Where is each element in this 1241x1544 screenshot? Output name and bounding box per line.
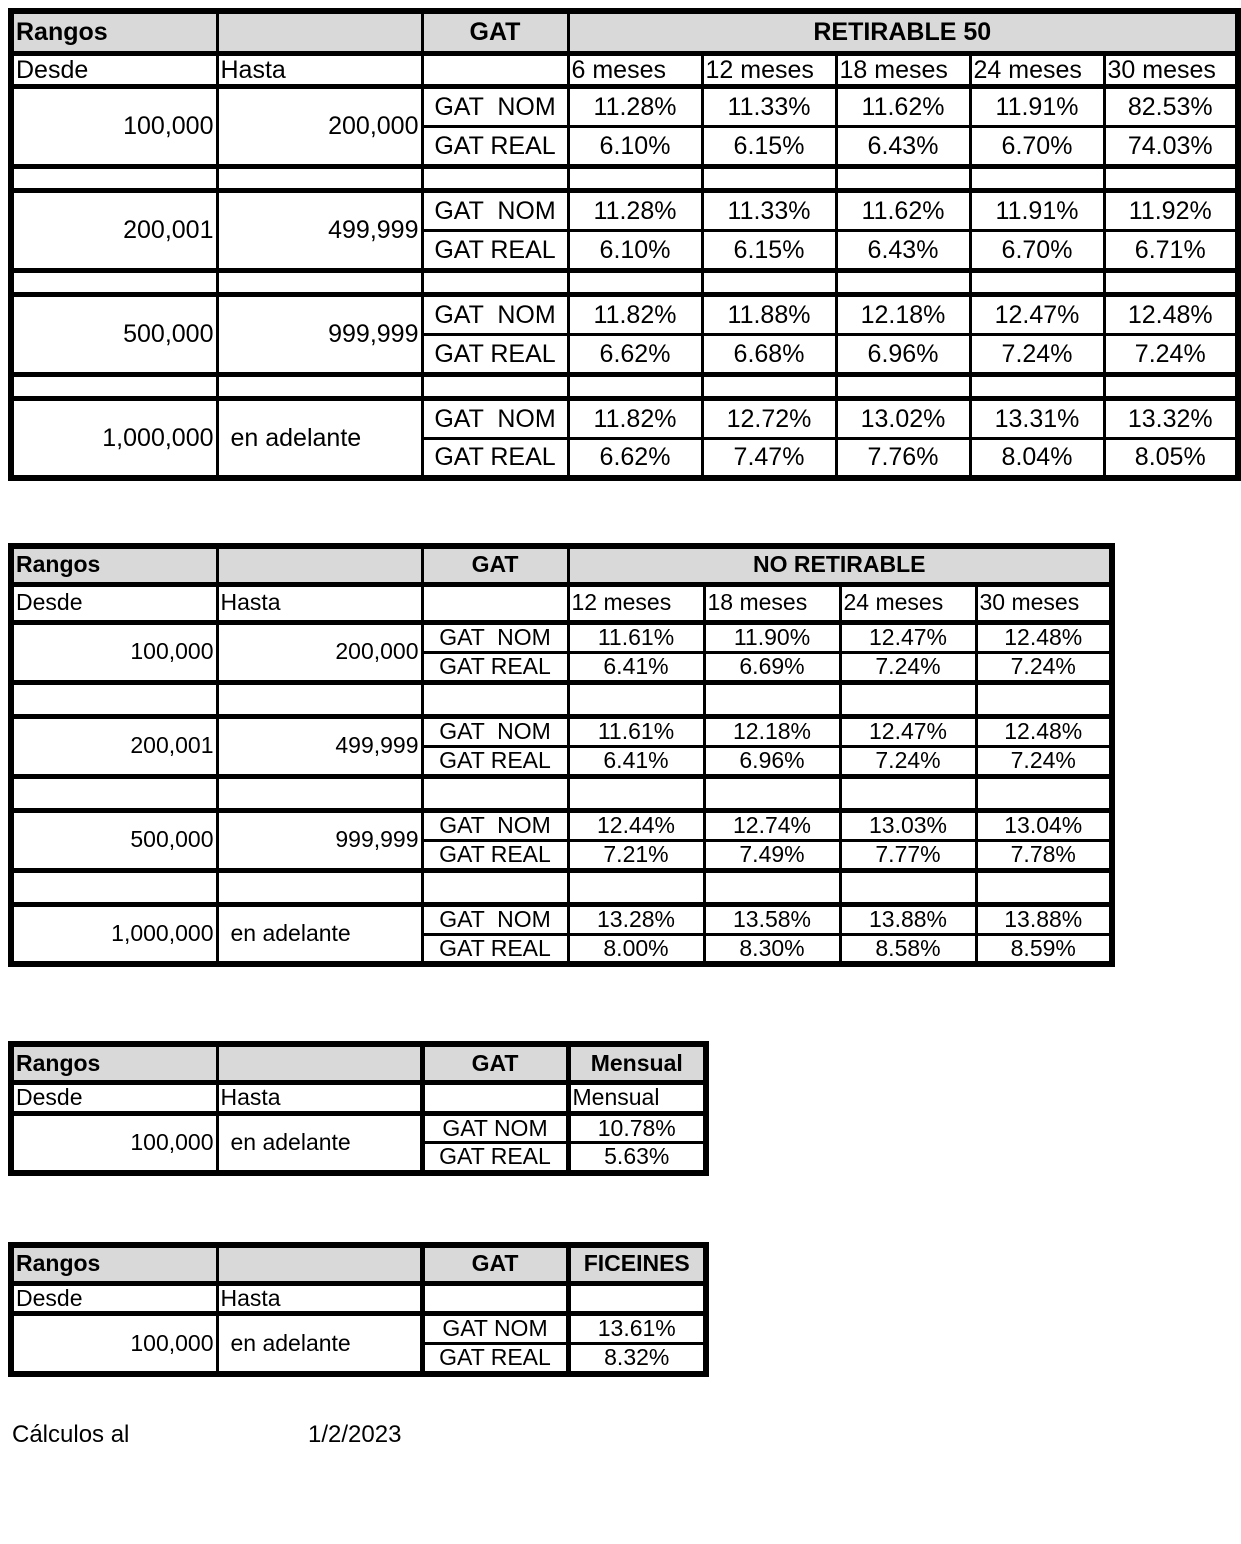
- spacer-cell: [11, 374, 217, 398]
- gat-nom-label: GAT NOM: [422, 904, 568, 934]
- gat-nom-value: 12.72%: [702, 398, 836, 438]
- gat-nom-value: 12.47%: [840, 716, 976, 746]
- gat-nom-value: 11.61%: [568, 716, 704, 746]
- subheader-desde: Desde: [11, 53, 217, 86]
- gat-real-value: 6.43%: [836, 126, 970, 166]
- header-rangos: Rangos: [11, 11, 217, 53]
- gat-real-value: 6.96%: [704, 746, 840, 776]
- subheader-term: [568, 1283, 706, 1314]
- spacer-cell: [702, 270, 836, 294]
- range-desde: 1,000,000: [11, 398, 217, 478]
- gat-real-value: 7.24%: [1104, 334, 1238, 374]
- gat-nom-value: 12.74%: [704, 810, 840, 840]
- subheader-desde: Desde: [11, 1082, 217, 1113]
- gat-nom-value: 13.02%: [836, 398, 970, 438]
- header-blank-cell: [217, 1044, 422, 1082]
- subheader-blank-cell: [422, 53, 568, 86]
- gat-real-value: 6.70%: [970, 126, 1104, 166]
- gat-nom-value: 12.44%: [568, 810, 704, 840]
- spacer-cell: [217, 682, 422, 716]
- range-desde: 500,000: [11, 294, 217, 374]
- subheader-term: 24 meses: [840, 584, 976, 622]
- spacer-cell: [976, 682, 1112, 716]
- spacer-cell: [970, 270, 1104, 294]
- subheader-term: 12 meses: [702, 53, 836, 86]
- gat-nom-value: 82.53%: [1104, 86, 1238, 126]
- spacer-cell: [836, 374, 970, 398]
- range-hasta: 200,000: [217, 86, 422, 166]
- gat-nom-label: GAT NOM: [422, 1314, 568, 1344]
- gat-real-value: 6.70%: [970, 230, 1104, 270]
- spacer-cell: [970, 166, 1104, 190]
- range-desde: 100,000: [11, 86, 217, 166]
- spacer-cell: [1104, 166, 1238, 190]
- gat-nom-value: 13.32%: [1104, 398, 1238, 438]
- spacer-cell: [568, 870, 704, 904]
- gat-real-value: 6.68%: [702, 334, 836, 374]
- range-desde: 200,001: [11, 190, 217, 270]
- range-hasta: 200,000: [217, 622, 422, 682]
- subheader-term: 18 meses: [836, 53, 970, 86]
- subheader-hasta: Hasta: [217, 584, 422, 622]
- gat-real-value: 7.24%: [976, 652, 1112, 682]
- spacer-cell: [840, 776, 976, 810]
- range-desde: 100,000: [11, 1113, 217, 1173]
- subheader-term: 12 meses: [568, 584, 704, 622]
- gat-nom-label: GAT NOM: [422, 190, 568, 230]
- header-product: Mensual: [568, 1044, 706, 1082]
- subheader-blank-cell: [422, 1283, 568, 1314]
- gat-nom-value: 11.82%: [568, 294, 702, 334]
- spacer-cell: [217, 776, 422, 810]
- subheader-blank-cell: [422, 1082, 568, 1113]
- spacer-cell: [217, 270, 422, 294]
- spacer-cell: [568, 270, 702, 294]
- gat-nom-label: GAT NOM: [422, 622, 568, 652]
- gat-nom-value: 11.82%: [568, 398, 702, 438]
- gat-nom-value: 13.88%: [976, 904, 1112, 934]
- spacer-cell: [422, 270, 568, 294]
- spacer-cell: [976, 870, 1112, 904]
- no-retirable-table: [8, 543, 1115, 967]
- subheader-blank-cell: [422, 584, 568, 622]
- range-hasta: en adelante: [217, 398, 422, 478]
- gat-real-label: GAT REAL: [422, 746, 568, 776]
- spacer-cell: [11, 682, 217, 716]
- gat-real-value: 6.69%: [704, 652, 840, 682]
- spacer-cell: [568, 166, 702, 190]
- gat-nom-value: 13.04%: [976, 810, 1112, 840]
- footer: [12, 1421, 1241, 1449]
- gat-real-label: GAT REAL: [422, 1143, 568, 1173]
- spacer-cell: [568, 776, 704, 810]
- gat-nom-label: GAT NOM: [422, 1113, 568, 1143]
- gat-real-value: 6.10%: [568, 230, 702, 270]
- retirable-50-table: [8, 8, 1241, 481]
- gat-real-value: 7.24%: [840, 652, 976, 682]
- header-gat: GAT: [422, 11, 568, 53]
- spacer-cell: [217, 870, 422, 904]
- footer-date: 1/2/2023: [308, 1420, 402, 1448]
- header-product: FICEINES: [568, 1245, 706, 1283]
- header-rangos: Rangos: [11, 1044, 217, 1082]
- footer-label: Cálculos al: [12, 1420, 130, 1448]
- gat-real-value: 7.78%: [976, 840, 1112, 870]
- header-blank-cell: [217, 546, 422, 584]
- gat-nom-label: GAT NOM: [422, 294, 568, 334]
- spacer-cell: [702, 374, 836, 398]
- subheader-hasta: Hasta: [217, 53, 422, 86]
- gat-nom-label: GAT NOM: [422, 398, 568, 438]
- subheader-term: 24 meses: [970, 53, 1104, 86]
- ficeines-table: [8, 1242, 709, 1377]
- gat-nom-value: 11.92%: [1104, 190, 1238, 230]
- range-desde: 1,000,000: [11, 904, 217, 964]
- gat-real-value: 8.59%: [976, 934, 1112, 964]
- spacer-cell: [836, 166, 970, 190]
- gat-real-value: 6.10%: [568, 126, 702, 166]
- gat-nom-value: 10.78%: [568, 1113, 706, 1143]
- gat-real-value: 6.15%: [702, 230, 836, 270]
- gat-real-value: 6.41%: [568, 652, 704, 682]
- spacer-cell: [422, 374, 568, 398]
- gat-nom-label: GAT NOM: [422, 810, 568, 840]
- spacer-cell: [840, 870, 976, 904]
- range-hasta: 499,999: [217, 716, 422, 776]
- subheader-term: Mensual: [568, 1082, 706, 1113]
- gat-real-label: GAT REAL: [422, 126, 568, 166]
- spacer-cell: [976, 776, 1112, 810]
- gat-real-value: 7.77%: [840, 840, 976, 870]
- gat-nom-value: 11.28%: [568, 190, 702, 230]
- gat-real-value: 7.49%: [704, 840, 840, 870]
- gat-real-value: 8.05%: [1104, 438, 1238, 478]
- gat-real-value: 8.00%: [568, 934, 704, 964]
- gat-nom-value: 13.03%: [840, 810, 976, 840]
- range-hasta: 999,999: [217, 294, 422, 374]
- gat-nom-value: 12.47%: [970, 294, 1104, 334]
- gat-real-label: GAT REAL: [422, 934, 568, 964]
- gat-real-value: 7.24%: [970, 334, 1104, 374]
- gat-nom-value: 11.62%: [836, 190, 970, 230]
- spacer-cell: [11, 776, 217, 810]
- spacer-cell: [422, 870, 568, 904]
- gat-nom-value: 11.62%: [836, 86, 970, 126]
- gat-nom-value: 11.61%: [568, 622, 704, 652]
- gat-real-label: GAT REAL: [422, 652, 568, 682]
- range-desde: 500,000: [11, 810, 217, 870]
- subheader-term: 18 meses: [704, 584, 840, 622]
- gat-real-value: 8.32%: [568, 1344, 706, 1374]
- subheader-term: 30 meses: [1104, 53, 1238, 86]
- gat-nom-value: 13.88%: [840, 904, 976, 934]
- subheader-term: 6 meses: [568, 53, 702, 86]
- spacer-cell: [1104, 374, 1238, 398]
- subheader-desde: Desde: [11, 584, 217, 622]
- gat-real-value: 6.43%: [836, 230, 970, 270]
- subheader-desde: Desde: [11, 1283, 217, 1314]
- gat-nom-value: 12.48%: [976, 622, 1112, 652]
- gat-nom-value: 11.88%: [702, 294, 836, 334]
- spacer-cell: [11, 166, 217, 190]
- gat-nom-label: GAT NOM: [422, 86, 568, 126]
- spacer-cell: [836, 270, 970, 294]
- header-blank-cell: [217, 1245, 422, 1283]
- gat-real-label: GAT REAL: [422, 230, 568, 270]
- spacer-cell: [1104, 270, 1238, 294]
- gat-nom-value: 11.28%: [568, 86, 702, 126]
- gat-nom-value: 11.91%: [970, 86, 1104, 126]
- gat-real-label: GAT REAL: [422, 438, 568, 478]
- gat-real-value: 8.30%: [704, 934, 840, 964]
- gat-real-value: 6.41%: [568, 746, 704, 776]
- spacer-cell: [702, 166, 836, 190]
- gat-nom-value: 11.33%: [702, 86, 836, 126]
- range-desde: 200,001: [11, 716, 217, 776]
- gat-nom-value: 12.18%: [704, 716, 840, 746]
- spacer-cell: [422, 166, 568, 190]
- spacer-cell: [840, 682, 976, 716]
- spacer-cell: [422, 776, 568, 810]
- spacer-cell: [11, 870, 217, 904]
- gat-nom-value: 13.28%: [568, 904, 704, 934]
- spacer-cell: [422, 682, 568, 716]
- subheader-hasta: Hasta: [217, 1082, 422, 1113]
- gat-nom-value: 11.91%: [970, 190, 1104, 230]
- gat-real-value: 7.76%: [836, 438, 970, 478]
- gat-real-value: 6.62%: [568, 334, 702, 374]
- gat-nom-value: 12.48%: [1104, 294, 1238, 334]
- header-rangos: Rangos: [11, 546, 217, 584]
- header-rangos: Rangos: [11, 1245, 217, 1283]
- gat-real-value: 5.63%: [568, 1143, 706, 1173]
- gat-real-value: 6.96%: [836, 334, 970, 374]
- tables-container: [8, 8, 1241, 1377]
- gat-real-label: GAT REAL: [422, 334, 568, 374]
- header-gat: GAT: [422, 546, 568, 584]
- range-hasta: en adelante: [217, 1314, 422, 1374]
- spacer-cell: [704, 870, 840, 904]
- spacer-cell: [11, 270, 217, 294]
- range-hasta: en adelante: [217, 904, 422, 964]
- gat-nom-label: GAT NOM: [422, 716, 568, 746]
- range-hasta: 999,999: [217, 810, 422, 870]
- range-desde: 100,000: [11, 1314, 217, 1374]
- spacer-cell: [217, 374, 422, 398]
- gat-real-value: 7.47%: [702, 438, 836, 478]
- gat-real-value: 8.58%: [840, 934, 976, 964]
- header-product: NO RETIRABLE: [568, 546, 1112, 584]
- gat-nom-value: 13.61%: [568, 1314, 706, 1344]
- header-gat: GAT: [422, 1044, 568, 1082]
- gat-nom-value: 13.58%: [704, 904, 840, 934]
- gat-real-value: 6.62%: [568, 438, 702, 478]
- header-product: RETIRABLE 50: [568, 11, 1238, 53]
- spacer-cell: [568, 682, 704, 716]
- mensual-table: [8, 1041, 709, 1176]
- gat-real-value: 8.04%: [970, 438, 1104, 478]
- gat-nom-value: 11.33%: [702, 190, 836, 230]
- gat-nom-value: 12.48%: [976, 716, 1112, 746]
- gat-nom-value: 13.31%: [970, 398, 1104, 438]
- spacer-cell: [704, 682, 840, 716]
- gat-real-value: 7.24%: [840, 746, 976, 776]
- gat-real-value: 74.03%: [1104, 126, 1238, 166]
- range-hasta: 499,999: [217, 190, 422, 270]
- spacer-cell: [217, 166, 422, 190]
- gat-real-value: 7.21%: [568, 840, 704, 870]
- range-desde: 100,000: [11, 622, 217, 682]
- gat-real-value: 6.15%: [702, 126, 836, 166]
- subheader-hasta: Hasta: [217, 1283, 422, 1314]
- spacer-cell: [970, 374, 1104, 398]
- header-blank-cell: [217, 11, 422, 53]
- spacer-cell: [568, 374, 702, 398]
- gat-real-value: 6.71%: [1104, 230, 1238, 270]
- header-gat: GAT: [422, 1245, 568, 1283]
- gat-nom-value: 11.90%: [704, 622, 840, 652]
- spacer-cell: [704, 776, 840, 810]
- gat-real-label: GAT REAL: [422, 1344, 568, 1374]
- gat-real-value: 7.24%: [976, 746, 1112, 776]
- gat-nom-value: 12.18%: [836, 294, 970, 334]
- gat-real-label: GAT REAL: [422, 840, 568, 870]
- range-hasta: en adelante: [217, 1113, 422, 1173]
- subheader-term: 30 meses: [976, 584, 1112, 622]
- gat-nom-value: 12.47%: [840, 622, 976, 652]
